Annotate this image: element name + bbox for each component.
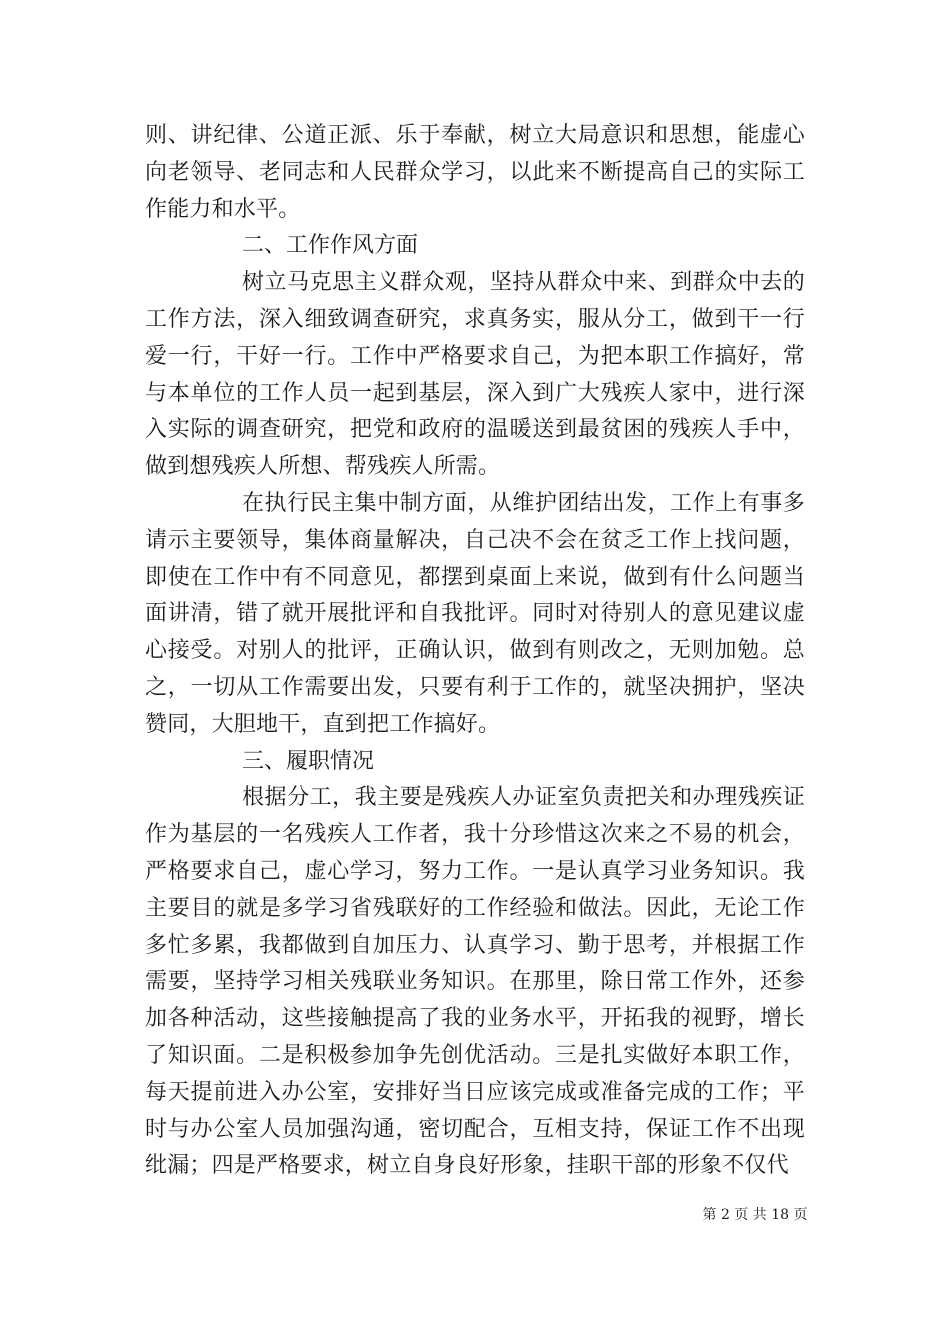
page-number-footer: 第 2 页 共 18 页 [702, 1207, 808, 1223]
paragraph-duties: 根据分工，我主要是残疾人办证室负责把关和办理残疾证作为基层的一名残疾人工作者，我十分珍惜这次来之不易的机会，严格要求自己，虚心学习，努力工作。一是认真学习业务知识。我主要目的就是多学习省残联好的工作经验和做法。因此，无论工作多忙多累，我都做到自加压力、认真学习、勤于思考，并根据工作需要，坚持学习相关残联业务知识。在那里，除日常工作外，还参加各种活动，这些接触提高了我的业务水平，开拓我的视野，增长了知识面。二是积极参加争先创优活动。三是扎实做好本职工作，每天提前进入办公室，安排好当日应该完成或准备完成的工作；平时与办公室人员加强沟通，密切配合，互相支持，保证工作不出现纰漏；四是严格要求，树立自身良好形象，挂职干部的形象不仅代 [145, 785, 805, 1179]
paragraph-democratic-centralism: 在执行民主集中制方面，从维护团结出发，工作上有事多请示主要领导，集体商量解决，自己决不会在贫乏工作上找问题，即使在工作中有不同意见，都摆到桌面上来说，做到有什么问题当面讲清，错了就开展批评和自我批评。同时对待别人的意见建议虚心接受。对别人的批评，正确认识，做到有则改之，无则加勉。总之，一切从工作需要出发，只要有利于工作的，就坚决拥护，坚决赞同，大胆地干，直到把工作搞好。 [145, 490, 805, 737]
section-heading-duties: 三、履职情况 [242, 748, 375, 774]
document-body [145, 118, 805, 1185]
paragraph-work-style: 树立马克思主义群众观，坚持从群众中来、到群众中去的工作方法，深入细致调查研究，求真务实，服从分工，做到干一行爱一行，干好一行。工作中严格要求自己，为把本职工作搞好，常与本单位的工作人员一起到基层，深入到广大残疾人家中，进行深入实际的调查研究，把党和政府的温暖送到最贫困的残疾人手中，做到想残疾人所想、帮残疾人所需。 [145, 270, 805, 480]
paragraph-continuation: 则、讲纪律、公道正派、乐于奉献，树立大局意识和思想，能虚心向老领导、老同志和人民群众学习，以此来不断提高自己的实际工作能力和水平。 [145, 123, 805, 222]
section-heading-work-style: 二、工作作风方面 [242, 233, 419, 259]
